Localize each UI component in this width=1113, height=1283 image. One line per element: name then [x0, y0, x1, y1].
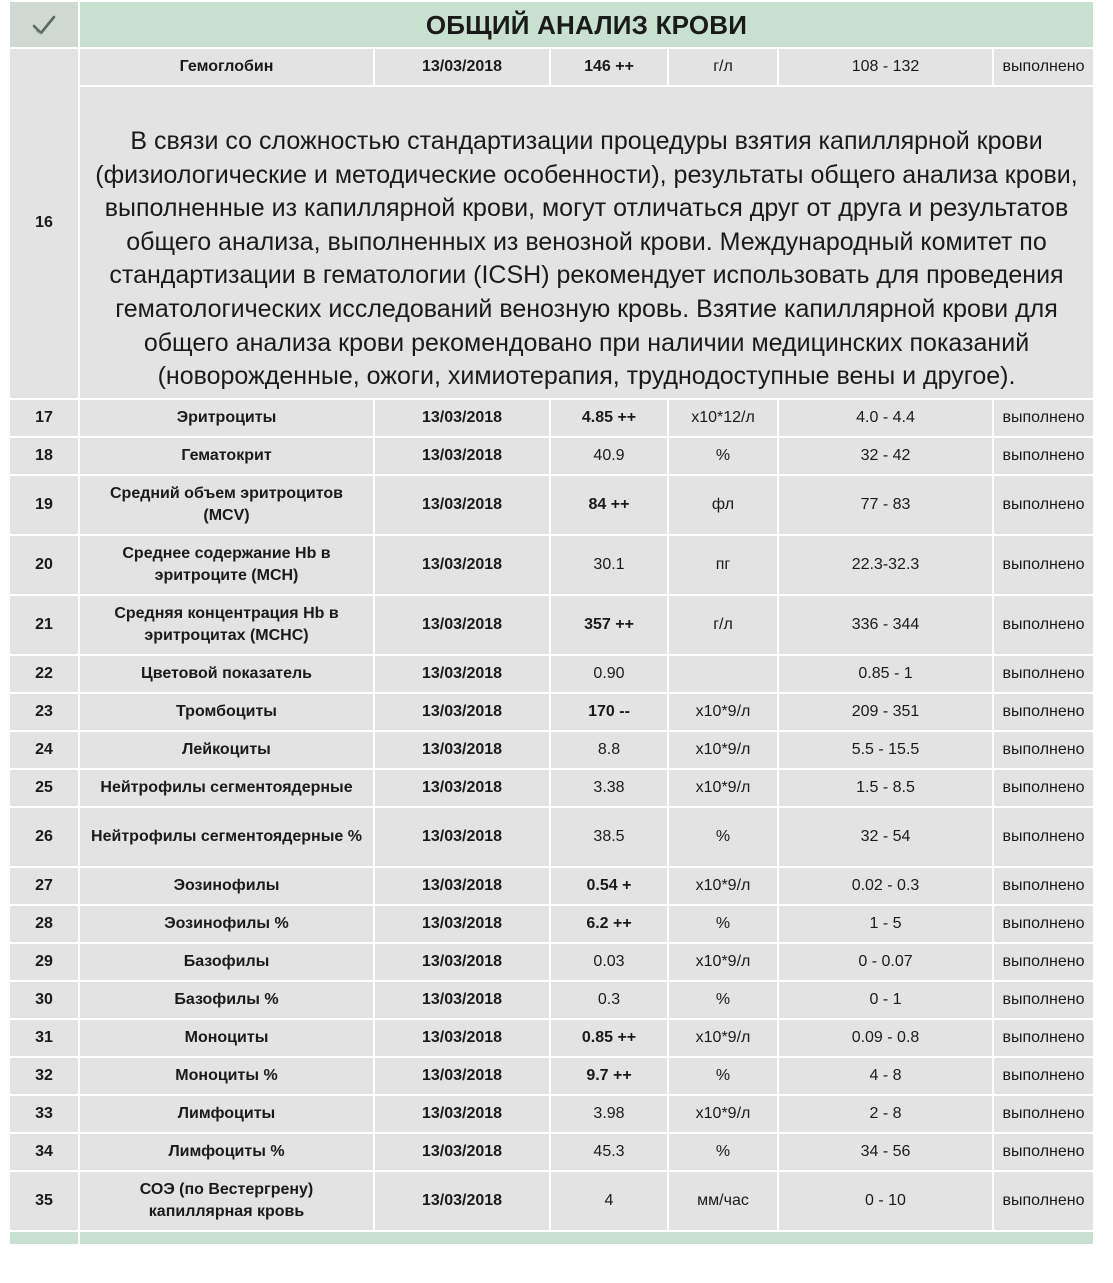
test-value: 0.3: [550, 981, 668, 1019]
row-number: 23: [9, 693, 79, 731]
status-label: выполнено: [993, 693, 1094, 731]
test-name: Нейтрофилы сегментоядерные: [79, 769, 374, 807]
row-number: 35: [9, 1171, 79, 1231]
status-label: выполнено: [993, 437, 1094, 475]
test-date: 13/03/2018: [374, 1095, 550, 1133]
reference-range: 108 - 132: [778, 48, 993, 86]
reference-range: 32 - 54: [778, 807, 993, 867]
table-row: [9, 769, 1094, 807]
table-row: [9, 535, 1094, 595]
status-label: выполнено: [993, 535, 1094, 595]
footer-cell: [9, 1231, 79, 1245]
checkmark-icon[interactable]: [9, 1, 79, 48]
test-unit: x10*9/л: [668, 1019, 778, 1057]
status-label: выполнено: [993, 1171, 1094, 1231]
table-row: [9, 807, 1094, 867]
test-name: Моноциты %: [79, 1057, 374, 1095]
status-label: выполнено: [993, 475, 1094, 535]
status-label: выполнено: [993, 1133, 1094, 1171]
test-unit: x10*9/л: [668, 731, 778, 769]
row-number: 29: [9, 943, 79, 981]
test-date: 13/03/2018: [374, 731, 550, 769]
test-date: 13/03/2018: [374, 475, 550, 535]
reference-range: 0 - 0.07: [778, 943, 993, 981]
status-label: выполнено: [993, 48, 1094, 86]
table-row: [9, 595, 1094, 655]
test-unit: пг: [668, 535, 778, 595]
test-unit: [668, 655, 778, 693]
table-row: [9, 399, 1094, 437]
test-value: 30.1: [550, 535, 668, 595]
test-date: 13/03/2018: [374, 48, 550, 86]
test-name: Лейкоциты: [79, 731, 374, 769]
test-value: 40.9: [550, 437, 668, 475]
test-date: 13/03/2018: [374, 399, 550, 437]
reference-range: 0.02 - 0.3: [778, 867, 993, 905]
test-name: Эозинофилы %: [79, 905, 374, 943]
status-label: выполнено: [993, 399, 1094, 437]
test-name: Нейтрофилы сегментоядерные %: [79, 807, 374, 867]
table-row: [9, 943, 1094, 981]
test-value: 45.3: [550, 1133, 668, 1171]
test-value: 9.7 ++: [550, 1057, 668, 1095]
footer-cell: [79, 1231, 1094, 1245]
reference-range: 0 - 10: [778, 1171, 993, 1231]
status-label: выполнено: [993, 867, 1094, 905]
table-row: [9, 731, 1094, 769]
test-unit: x10*9/л: [668, 943, 778, 981]
table-row: [9, 905, 1094, 943]
table-row: [9, 475, 1094, 535]
test-value: 84 ++: [550, 475, 668, 535]
test-date: 13/03/2018: [374, 905, 550, 943]
blood-test-sheet: [8, 0, 1093, 1246]
test-name: СОЭ (по Вестергрену) капиллярная кровь: [79, 1171, 374, 1231]
test-name: Эритроциты: [79, 399, 374, 437]
test-value: 0.03: [550, 943, 668, 981]
test-unit: x10*9/л: [668, 1095, 778, 1133]
test-date: 13/03/2018: [374, 595, 550, 655]
table-row: [9, 1133, 1094, 1171]
status-label: выполнено: [993, 1019, 1094, 1057]
test-date: 13/03/2018: [374, 1171, 550, 1231]
row-number: 27: [9, 867, 79, 905]
test-unit: x10*9/л: [668, 867, 778, 905]
row-number: 31: [9, 1019, 79, 1057]
status-label: выполнено: [993, 807, 1094, 867]
reference-range: 209 - 351: [778, 693, 993, 731]
status-label: выполнено: [993, 905, 1094, 943]
test-unit: x10*12/л: [668, 399, 778, 437]
reference-range: 32 - 42: [778, 437, 993, 475]
test-value: 3.98: [550, 1095, 668, 1133]
table-row: [9, 48, 1094, 86]
reference-range: 4.0 - 4.4: [778, 399, 993, 437]
test-name: Тромбоциты: [79, 693, 374, 731]
test-value: 4: [550, 1171, 668, 1231]
test-name: Среднее содержание Hb в эритроците (MCH): [79, 535, 374, 595]
test-name: Гемоглобин: [79, 48, 374, 86]
row-number: 21: [9, 595, 79, 655]
test-name: Средний объем эритроцитов (MCV): [79, 475, 374, 535]
test-value: 3.38: [550, 769, 668, 807]
test-unit: %: [668, 1133, 778, 1171]
reference-range: 5.5 - 15.5: [778, 731, 993, 769]
test-date: 13/03/2018: [374, 1057, 550, 1095]
test-name: Цветовой показатель: [79, 655, 374, 693]
test-unit: %: [668, 981, 778, 1019]
row-number: 24: [9, 731, 79, 769]
table-header: [9, 1, 1094, 48]
row-number: 26: [9, 807, 79, 867]
test-date: 13/03/2018: [374, 693, 550, 731]
test-date: 13/03/2018: [374, 807, 550, 867]
row-number: 22: [9, 655, 79, 693]
test-value: 0.54 +: [550, 867, 668, 905]
reference-range: 1.5 - 8.5: [778, 769, 993, 807]
test-unit: x10*9/л: [668, 769, 778, 807]
results-table: [8, 0, 1095, 1246]
test-date: 13/03/2018: [374, 655, 550, 693]
reference-range: 34 - 56: [778, 1133, 993, 1171]
table-row: [9, 1057, 1094, 1095]
test-name: Моноциты: [79, 1019, 374, 1057]
table-row: [9, 437, 1094, 475]
capillary-blood-note: В связи со сложностью стандартизации процедуры взятия капиллярной крови (физиологические и методические особенности), результаты общего анализа крови, выполненные из капиллярной крови, могут отличаться друг от друга и результатов общего анализа, выполненных из венозной крови. Международный комитет по стандартизации в гематологии (ICSH) рекомендует использовать для проведения гематологических исследований венозную кровь. Взятие капиллярной крови для общего анализа крови рекомендовано при наличии медицинских показаний (новорожденные, ожоги, химиотерапия, труднодоступные вены и другое).: [79, 86, 1094, 399]
row-number: 25: [9, 769, 79, 807]
row-number: 17: [9, 399, 79, 437]
status-label: выполнено: [993, 1095, 1094, 1133]
test-unit: г/л: [668, 595, 778, 655]
test-value: 8.8: [550, 731, 668, 769]
test-value: 4.85 ++: [550, 399, 668, 437]
test-name: Базофилы: [79, 943, 374, 981]
row-number: 34: [9, 1133, 79, 1171]
table-row: [9, 981, 1094, 1019]
test-date: 13/03/2018: [374, 535, 550, 595]
reference-range: 1 - 5: [778, 905, 993, 943]
status-label: выполнено: [993, 595, 1094, 655]
test-date: 13/03/2018: [374, 437, 550, 475]
test-name: Лимфоциты %: [79, 1133, 374, 1171]
test-unit: x10*9/л: [668, 693, 778, 731]
test-date: 13/03/2018: [374, 943, 550, 981]
reference-range: 0 - 1: [778, 981, 993, 1019]
reference-range: 77 - 83: [778, 475, 993, 535]
test-unit: %: [668, 1057, 778, 1095]
test-value: 170 --: [550, 693, 668, 731]
reference-range: 22.3-32.3: [778, 535, 993, 595]
table-row: [9, 1171, 1094, 1231]
status-label: выполнено: [993, 731, 1094, 769]
status-label: выполнено: [993, 943, 1094, 981]
test-unit: %: [668, 807, 778, 867]
test-value: 146 ++: [550, 48, 668, 86]
reference-range: 336 - 344: [778, 595, 993, 655]
test-value: 0.90: [550, 655, 668, 693]
table-row: [9, 867, 1094, 905]
row-number: 19: [9, 475, 79, 535]
reference-range: 0.09 - 0.8: [778, 1019, 993, 1057]
status-label: выполнено: [993, 769, 1094, 807]
status-label: выполнено: [993, 981, 1094, 1019]
note-row: [9, 86, 1094, 399]
test-name: Базофилы %: [79, 981, 374, 1019]
row-number: 20: [9, 535, 79, 595]
status-label: выполнено: [993, 1057, 1094, 1095]
table-footer-band: [9, 1231, 1094, 1245]
row-number: 18: [9, 437, 79, 475]
reference-range: 4 - 8: [778, 1057, 993, 1095]
row-number: 32: [9, 1057, 79, 1095]
test-value: 357 ++: [550, 595, 668, 655]
table-row: [9, 1019, 1094, 1057]
row-number: 33: [9, 1095, 79, 1133]
test-unit: фл: [668, 475, 778, 535]
status-label: выполнено: [993, 655, 1094, 693]
test-name: Средняя концентрация Hb в эритроцитах (MCHC): [79, 595, 374, 655]
row-number: 16: [9, 48, 79, 399]
test-name: Эозинофилы: [79, 867, 374, 905]
test-date: 13/03/2018: [374, 1133, 550, 1171]
test-name: Гематокрит: [79, 437, 374, 475]
test-value: 6.2 ++: [550, 905, 668, 943]
test-unit: %: [668, 437, 778, 475]
table-row: [9, 1095, 1094, 1133]
test-date: 13/03/2018: [374, 981, 550, 1019]
row-number: 28: [9, 905, 79, 943]
test-date: 13/03/2018: [374, 867, 550, 905]
test-unit: %: [668, 905, 778, 943]
test-name: Лимфоциты: [79, 1095, 374, 1133]
row-number: 30: [9, 981, 79, 1019]
reference-range: 2 - 8: [778, 1095, 993, 1133]
test-value: 0.85 ++: [550, 1019, 668, 1057]
test-unit: г/л: [668, 48, 778, 86]
table-row: [9, 655, 1094, 693]
test-value: 38.5: [550, 807, 668, 867]
test-unit: мм/час: [668, 1171, 778, 1231]
reference-range: 0.85 - 1: [778, 655, 993, 693]
test-date: 13/03/2018: [374, 769, 550, 807]
table-row: [9, 693, 1094, 731]
test-date: 13/03/2018: [374, 1019, 550, 1057]
section-title: ОБЩИЙ АНАЛИЗ КРОВИ: [79, 1, 1094, 48]
